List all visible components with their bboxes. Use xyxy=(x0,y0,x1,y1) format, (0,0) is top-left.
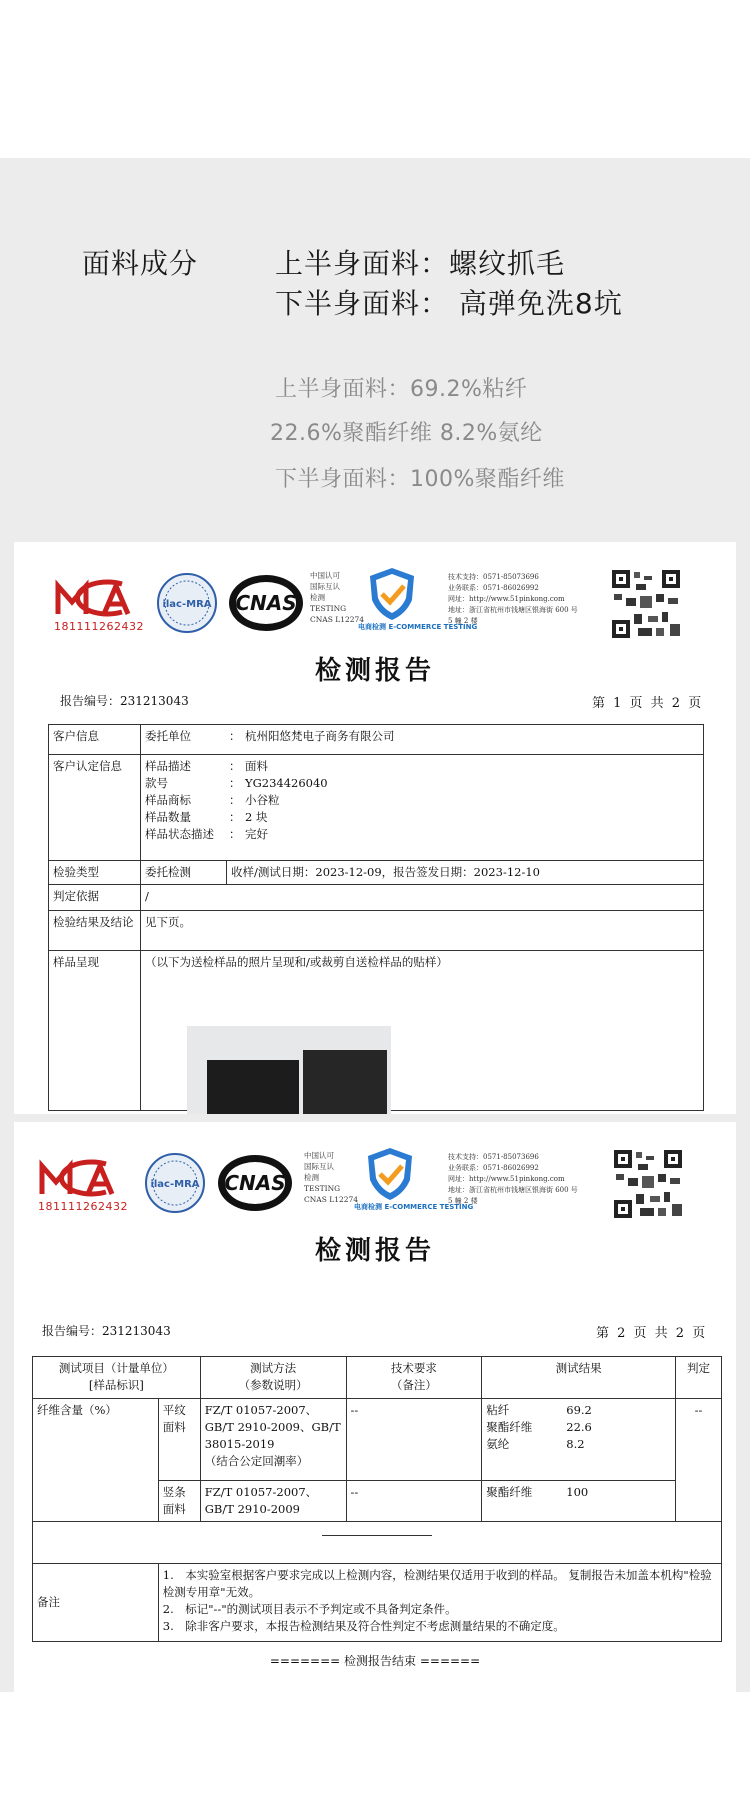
composition-line-1: 上半身面料：69.2%粘纤 xyxy=(275,377,528,402)
result-fiber-name: 聚酯纤维 xyxy=(486,1485,533,1499)
state-value: 完好 xyxy=(245,827,268,841)
contact-info: 技术支持：0571-85073696 业务联系：0571-86026992 网址：http://www.51pinkong.com 地址：浙江省杭州市钱塘区银海街 600 号 5 幢 2 楼 xyxy=(448,1153,578,1205)
header-item: 测试项目（计量单位） xyxy=(58,1361,174,1375)
sub-item-plain: 平纹面料 xyxy=(158,1399,200,1481)
customer-info-label: 客户认定信息 xyxy=(49,755,141,861)
basis-label: 判定依据 xyxy=(49,885,141,911)
result-fiber-value: 100 xyxy=(566,1485,589,1499)
basis-value: / xyxy=(141,885,704,911)
ecommerce-testing-shield-icon xyxy=(366,566,418,622)
cnas-logo xyxy=(227,572,305,634)
page-indicator: 第 1 页 共 2 页 xyxy=(592,696,702,711)
sample-swatch-ribbed xyxy=(303,1050,387,1114)
sample-desc-label: 样品描述 xyxy=(145,759,191,773)
qr-code xyxy=(610,568,682,640)
result-value: 见下页。 xyxy=(141,911,704,951)
cert-text: 中国认可 国际互认 检测 TESTING CNAS L12274 xyxy=(304,1151,359,1204)
cma-number: 181111262432 xyxy=(38,1200,128,1213)
cnas-logo xyxy=(216,1152,294,1214)
note-2: 2. 标记"--"的测试项目表示不予判定或不具备判定条件。 xyxy=(162,1602,457,1616)
header-method-sub: （参数说明） xyxy=(238,1378,308,1392)
ilac-mra-logo xyxy=(144,1152,206,1214)
report-title: 检测报告 xyxy=(314,656,435,686)
item-fiber-content: 纤维含量（%） xyxy=(33,1399,159,1522)
report-end-marker: ======= 检测报告结束 ====== xyxy=(269,1654,481,1668)
note-3: 3. 除非客户要求，本报告检测结果及符合性判定不考虑测量结果的不确定度。 xyxy=(162,1619,565,1633)
requirement-plain: -- xyxy=(346,1399,482,1481)
ilac-mra-logo xyxy=(156,572,218,634)
sample-show-label: 样品呈现 xyxy=(49,951,141,1111)
method-plain: FZ/T 01057-2007、GB/T 2910-2009、GB/T 38015-2019 xyxy=(204,1403,341,1451)
brand-value: 小谷粒 xyxy=(245,793,280,807)
cma-logo xyxy=(54,578,144,633)
result-fiber-value: 69.2 xyxy=(566,1403,592,1417)
report-number: 报告编号：231213043 xyxy=(42,1324,171,1338)
composition-line-3: 下半身面料：100%聚酯纤维 xyxy=(275,467,565,492)
model-label: 款号 xyxy=(145,776,168,790)
table-row xyxy=(49,861,704,885)
sample-desc-value: 面料 xyxy=(245,759,268,773)
shield-caption: 电商检测 E-COMMERCE TESTING xyxy=(354,1203,474,1211)
sample-swatch-plain xyxy=(207,1060,299,1114)
model-value: YG234426040 xyxy=(245,776,328,790)
method-plain-note: （结合公定回潮率） xyxy=(204,1454,309,1468)
report-number: 报告编号：231213043 xyxy=(60,694,189,708)
header-requirement: 技术要求 xyxy=(390,1361,437,1375)
table-row xyxy=(33,1357,722,1399)
quantity-label: 样品数量 xyxy=(145,810,191,824)
note-label: 备注 xyxy=(33,1564,159,1642)
result-fiber-name: 粘纤 xyxy=(486,1403,510,1417)
header-judge: 判定 xyxy=(676,1357,722,1399)
table-row xyxy=(33,1564,722,1642)
header-method: 测试方法 xyxy=(250,1361,297,1375)
dates-value: 收样/测试日期：2023-12-09，报告签发日期：2023-12-10 xyxy=(227,861,704,885)
table-row xyxy=(33,1399,722,1481)
svg-text:ilac-MRA: ilac-MRA xyxy=(150,1179,200,1190)
table-row xyxy=(49,885,704,911)
fabric-heading: 面料成分 xyxy=(82,247,199,280)
inspection-type-sub: 委托检测 xyxy=(141,861,227,885)
shield-caption: 电商检测 E-COMMERCE TESTING xyxy=(358,623,478,631)
test-results-table xyxy=(32,1356,722,1642)
cert-text: 中国认可 国际互认 检测 TESTING CNAS L12274 xyxy=(310,571,365,624)
cma-number: 181111262432 xyxy=(54,620,144,633)
ecommerce-testing-shield-icon xyxy=(364,1146,416,1202)
quantity-value: 2 块 xyxy=(245,810,268,824)
report-header-logos xyxy=(14,1148,736,1228)
brand-label: 样品商标 xyxy=(145,793,191,807)
lower-fabric-line: 下半身面料： 高弹免洗8坑 xyxy=(275,287,623,320)
client-sub-label: 委托单位 xyxy=(145,729,191,743)
result-label: 检验结果及结论 xyxy=(49,911,141,951)
contact-info: 技术支持：0571-85073696 业务联系：0571-86026992 网址：http://www.51pinkong.com 地址：浙江省杭州市钱塘区银海街 600 号 5 幢 2 楼 xyxy=(448,573,578,625)
result-fiber-name: 氨纶 xyxy=(486,1437,510,1451)
client-label: 客户信息 xyxy=(49,725,141,755)
report-header-logos xyxy=(14,568,736,648)
report-page-1 xyxy=(14,542,736,1114)
page-indicator: 第 2 页 共 2 页 xyxy=(596,1326,706,1341)
report-title: 检测报告 xyxy=(314,1236,435,1266)
note-1: 1. 本实验室根据客户要求完成以上检测内容，检测结果仅适用于收到的样品。 复制报告未加盖本机构"检验检测专用章"无效。 xyxy=(162,1568,712,1599)
table-row xyxy=(33,1522,722,1564)
composition-line-2: 22.6%聚酯纤维 8.2%氨纶 xyxy=(270,421,543,446)
table-row xyxy=(49,911,704,951)
result-fiber-value: 8.2 xyxy=(566,1437,585,1451)
method-striped: FZ/T 01057-2007、GB/T 2910-2009 xyxy=(200,1481,346,1522)
separator-line xyxy=(322,1535,432,1536)
table-row: 客户认定信息 样品描述 ： 面料 款号 ： YG234426040 样品商标 ： 小谷粒 样品数量 ： 2 块 样品状态描述 ： 完好 xyxy=(49,755,704,861)
inspection-type-label: 检验类型 xyxy=(49,861,141,885)
client-value: 杭州阳悠梵电子商务有限公司 xyxy=(245,729,395,743)
cma-logo xyxy=(38,1158,128,1213)
result-fiber-name: 聚酯纤维 xyxy=(486,1420,533,1434)
svg-text:CNAS: CNAS xyxy=(224,1171,286,1195)
header-requirement-sub: （备注） xyxy=(390,1378,437,1392)
svg-text:CNAS: CNAS xyxy=(235,591,297,615)
header-item-sub: [样品标识] xyxy=(88,1378,144,1392)
judge-value: -- xyxy=(676,1399,722,1522)
sample-show-value: （以下为送检样品的照片呈现和/或裁剪自送检样品的贴样） xyxy=(141,951,704,1111)
requirement-striped: -- xyxy=(346,1481,482,1522)
report-page-2 xyxy=(14,1122,736,1692)
sub-item-striped: 竖条面料 xyxy=(158,1481,200,1522)
svg-text:ilac-MRA: ilac-MRA xyxy=(162,599,212,610)
table-row: 客户信息 委托单位 ： 杭州阳悠梵电子商务有限公司 xyxy=(49,725,704,755)
result-fiber-value: 22.6 xyxy=(566,1420,592,1434)
qr-code xyxy=(612,1148,684,1220)
state-label: 样品状态描述 xyxy=(145,827,214,841)
header-result: 测试结果 xyxy=(482,1357,676,1399)
upper-fabric-line: 上半身面料：螺纹抓毛 xyxy=(275,247,566,280)
